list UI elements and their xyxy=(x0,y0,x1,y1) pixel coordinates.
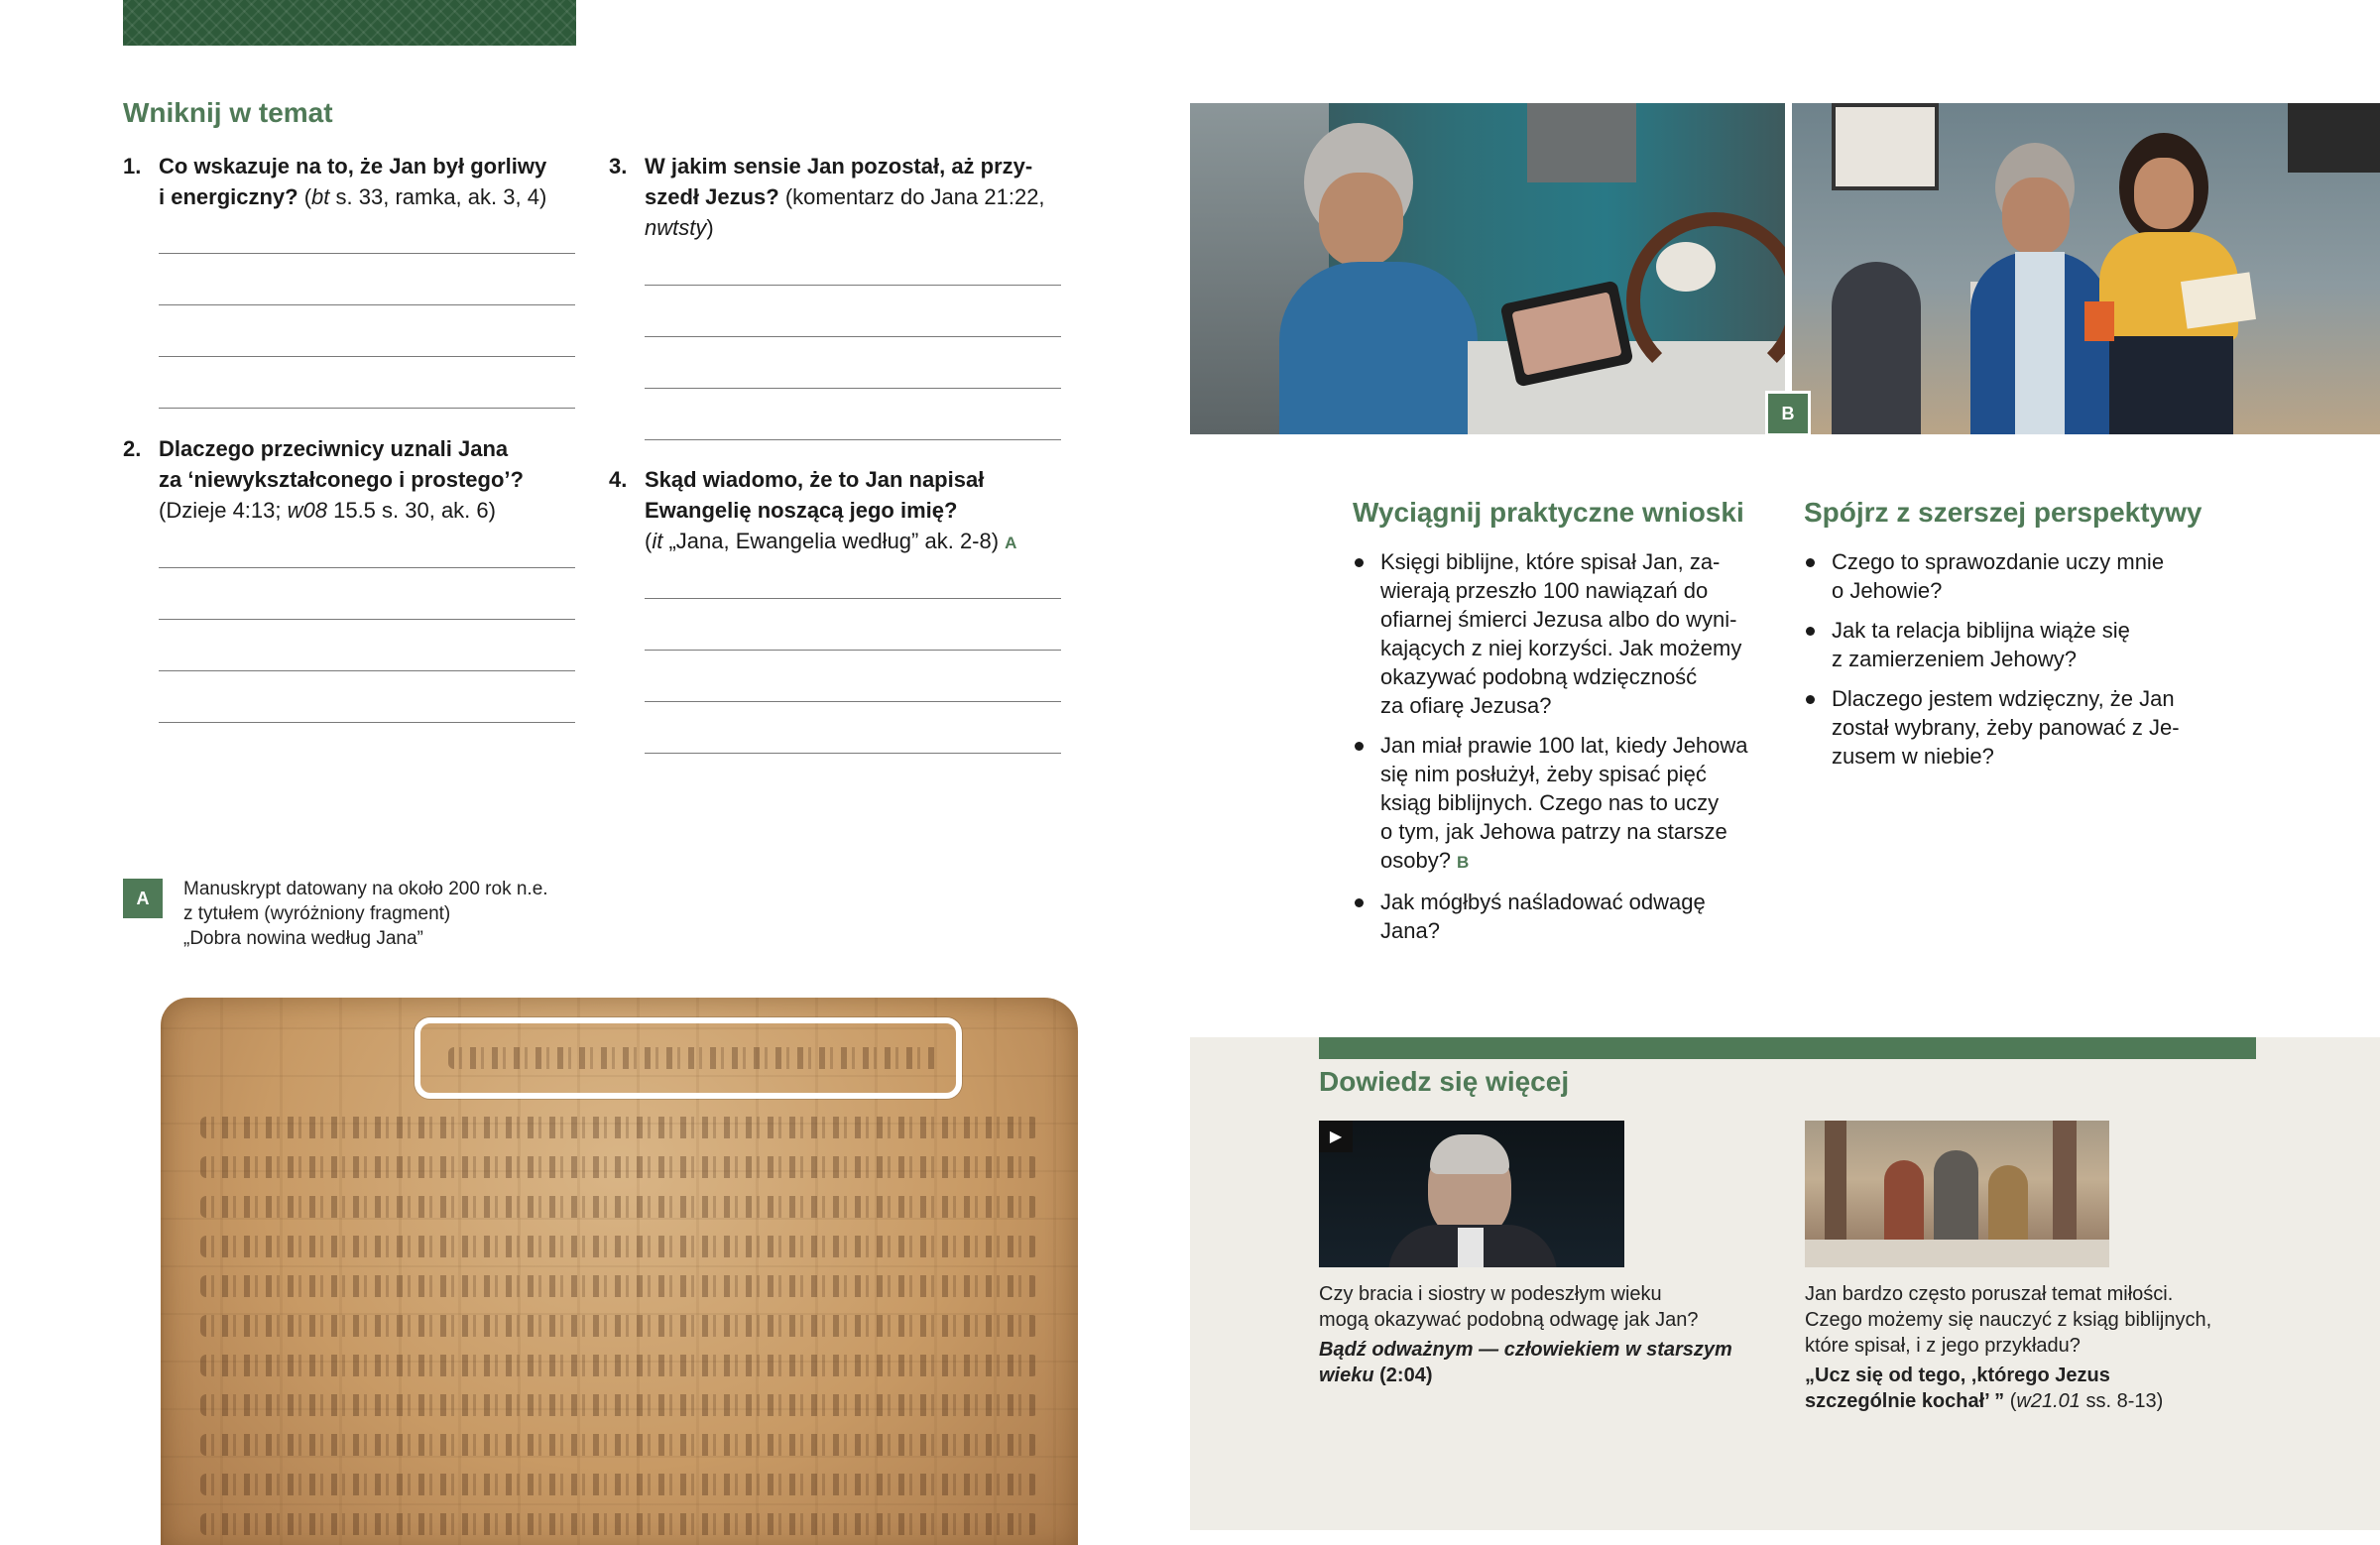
figure-badge-b: B xyxy=(1765,391,1811,436)
question-1 xyxy=(123,151,579,212)
answer-line[interactable] xyxy=(645,439,1061,440)
bullet-icon xyxy=(1355,558,1364,567)
answer-line[interactable] xyxy=(159,722,575,723)
question-reference: (bt s. 33, ramka, ak. 3, 4) xyxy=(298,184,547,209)
text-line xyxy=(200,1474,1038,1495)
text-line xyxy=(200,1236,1038,1257)
section-heading-perspective: Spójrz z szerszej perspektywy xyxy=(1804,497,2202,528)
question-text: szedł Jezus? xyxy=(645,184,779,209)
bullet-icon xyxy=(1806,558,1815,567)
learn-more-bar xyxy=(1319,1037,2256,1059)
question-number: 3. xyxy=(609,154,628,178)
decorative-banner xyxy=(123,0,576,46)
answer-line[interactable] xyxy=(159,619,575,620)
figure-badge-a: A xyxy=(123,879,163,918)
answer-line[interactable] xyxy=(645,285,1061,286)
figure-tag-b: B xyxy=(1456,853,1470,872)
question-text: W jakim sensie Jan pozostał, aż przy- xyxy=(645,154,1033,178)
question-reference: (Dzieje 4:13; w08 15.5 s. 30, ak. 6) xyxy=(159,498,496,523)
answer-line[interactable] xyxy=(645,388,1061,389)
section-heading-practical: Wyciągnij praktyczne wnioski xyxy=(1353,497,1744,528)
question-number: 4. xyxy=(609,467,628,492)
text-line xyxy=(200,1156,1038,1178)
article-title-link[interactable]: „Ucz się od tego, ‚którego Jezus szczególnie kochał’ ” (w21.01 ss. 8-13) xyxy=(1805,1365,2164,1412)
video-title-link[interactable]: Bądź odważnym — człowiekiem w starszym wieku (2:04) xyxy=(1319,1339,1732,1386)
answer-line[interactable] xyxy=(645,650,1061,651)
bullet-icon xyxy=(1806,627,1815,636)
list-item: Jak mógłbyś naśladować odwagę Jana? xyxy=(1353,888,1779,945)
text-line xyxy=(200,1196,1038,1218)
question-3: 3. W jakim sensie Jan pozostał, aż przy- szedł Jezus? (komentarz do Jana 21:22, nwtsty) xyxy=(609,151,1075,243)
question-text: Dlaczego przeciwnicy uznali Jana xyxy=(159,436,509,461)
answer-line[interactable] xyxy=(159,356,575,357)
question-text: Co wskazuje na to, że Jan był gorliwy xyxy=(159,154,547,178)
text-line xyxy=(200,1394,1038,1416)
bullet-icon xyxy=(1355,898,1364,907)
list-item: Jak ta relacja biblijna wiąże się z zamierzeniem Jehowy? xyxy=(1804,616,2220,673)
photo-video-call xyxy=(1190,103,1785,434)
list-item: Księgi biblijne, które spisał Jan, za- wierają przeszło 100 nawiązań do ofiarnej śmierci Jezusa albo do wyni- kających z niej korzyści. Jak możemy okazywać podobną wdzięczność za ofiarę Jezusa? xyxy=(1353,547,1779,720)
video-thumbnail[interactable] xyxy=(1319,1121,1624,1267)
highlight-frame xyxy=(415,1017,962,1099)
practical-list xyxy=(1353,547,1779,956)
text-line xyxy=(200,1275,1038,1297)
question-2 xyxy=(123,433,589,526)
answer-line[interactable] xyxy=(645,701,1061,702)
list-item: Dlaczego jestem wdzięczny, że Jan został wybrany, żeby panować z Je- zusem w niebie? xyxy=(1804,684,2220,771)
answer-line[interactable] xyxy=(159,670,575,671)
section-heading-dig-deeper: Wniknij w temat xyxy=(123,97,333,128)
text-line xyxy=(200,1434,1038,1456)
question-number: 1. xyxy=(123,154,142,178)
answer-line[interactable] xyxy=(645,598,1061,599)
painting-thumbnail[interactable] xyxy=(1805,1121,2109,1267)
answer-line[interactable] xyxy=(645,753,1061,754)
answer-line[interactable] xyxy=(159,408,575,409)
manuscript-image xyxy=(149,990,1091,1545)
list-item: Czego to sprawozdanie uczy mnie o Jehowie? xyxy=(1804,547,2220,605)
list-item: Jan miał prawie 100 lat, kiedy Jehowa się nim posłużył, żeby spisać pięć ksiąg biblijnych. Czego nas to uczy o tym, jak Jehowa patrzy na starsze osoby? B xyxy=(1353,731,1779,877)
bullet-icon xyxy=(1806,695,1815,704)
question-reference: nwtsty xyxy=(645,215,707,240)
manuscript-caption: Manuskrypt datowany na około 200 rok n.e. z tytułem (wyróżniony fragment) „Dobra nowina według Jana” xyxy=(183,879,548,949)
text-line xyxy=(200,1315,1038,1337)
question-text: za ‘niewykształconego i prostego’? xyxy=(159,467,524,492)
answer-line[interactable] xyxy=(159,567,575,568)
text-line xyxy=(200,1117,1038,1138)
section-heading-learn-more: Dowiedz się więcej xyxy=(1319,1066,1570,1097)
bullet-icon xyxy=(1355,742,1364,751)
answer-line[interactable] xyxy=(159,304,575,305)
question-text: Ewangelię noszącą jego imię? xyxy=(645,498,958,523)
question-text: i energiczny? xyxy=(159,184,298,209)
perspective-list xyxy=(1804,547,2220,781)
question-number: 2. xyxy=(123,436,142,461)
video-description: Czy bracia i siostry w podeszłym wieku mogą okazywać podobną odwagę jak Jan? Bądź odważnym — człowiekiem w starszym wieku (2:04) xyxy=(1319,1281,1755,1388)
text-line xyxy=(200,1513,1038,1535)
question-reference: (it „Jana, Ewangelia według” ak. 2-8) A xyxy=(645,529,1017,553)
figure-tag-a: A xyxy=(1005,534,1017,552)
article-description: Jan bardzo często poruszał temat miłości. Czego możemy się nauczyć z ksiąg biblijnych, które spisał, i z jego przykładu? „Ucz się od tego, ‚którego Jezus szczególnie kochał’ ” (w21.01 ss. 8-13) xyxy=(1805,1281,2241,1414)
text-line xyxy=(200,1355,1038,1376)
question-reference: (komentarz do Jana 21:22, xyxy=(778,184,1045,209)
answer-line[interactable] xyxy=(159,253,575,254)
question-text: Skąd wiadomo, że to Jan napisał xyxy=(645,467,985,492)
photo-two-women xyxy=(1792,103,2380,434)
question-4 xyxy=(609,464,1075,558)
play-icon[interactable]: ▶ xyxy=(1319,1121,1353,1152)
answer-line[interactable] xyxy=(645,336,1061,337)
